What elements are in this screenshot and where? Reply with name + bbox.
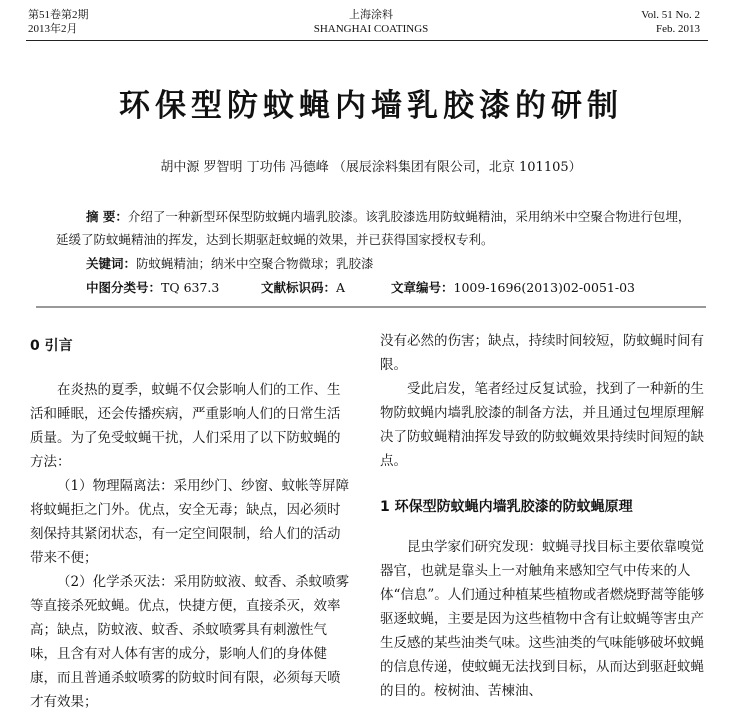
doc-code-label: 文献标识码： [261, 280, 337, 295]
journal-name [0, 8, 742, 36]
paper-title: 环保型防蚊蝇内墙乳胶漆的研制 [119, 88, 623, 124]
volume-issue: 第51卷第2期 [28, 9, 89, 21]
section-0-heading: 0 引言 [30, 338, 73, 354]
journal-volume-en [641, 8, 700, 36]
section-1-heading: 1 环保型防蚊蝇内墙乳胶漆的防蚊蝇原理 [380, 499, 633, 515]
abstract-label: 摘 要： [86, 209, 128, 224]
clc-label: 中图分类号： [86, 280, 162, 295]
intro-paragraph-1: 在炎热的夏季，蚊蝇不仅会影响人们的工作、生活和睡眠，还会传播疾病，严重影响人们的日常生活质量。为了免受蚊蝇干扰，人们采用了以下防蚊蝇的方法： [30, 382, 341, 470]
date-en: Feb. 2013 [656, 23, 700, 35]
volume-no-en: Vol. 51 No. 2 [641, 9, 700, 21]
doc-code-value: A [336, 280, 346, 295]
intro-paragraph-3: （2）化学杀灭法：采用防蚊液、蚊香、杀蚊喷雾等直接杀死蚊蝇。优点，快捷方便，直接杀灭，效率高；缺点，防蚊液、蚊香、杀蚊喷雾具有刺激性气味，且含有对人体有害的成分，影响人们的身体健康，而且普通杀蚊喷雾的防蚊时间有限，必须每天喷才有效果； [30, 574, 350, 710]
header-rule [26, 40, 708, 41]
clc-value: TQ 637.3 [161, 280, 220, 295]
classification-line [86, 276, 706, 299]
abstract-text: 介绍了一种新型环保型防蚊蝇内墙乳胶漆。该乳胶漆选用防蚊蝇精油，采用纳米中空聚合物进行包埋，延缓了防蚊蝇精油的挥发，达到长期驱赶蚊蝇的效果，并已获得国家授权专利。 [56, 209, 691, 247]
keywords [86, 252, 726, 275]
journal-name-en: SHANGHAI COATINGS [313, 23, 429, 35]
issue-date: 2013年2月 [28, 23, 78, 35]
continued-paragraph: 没有必然的伤害；缺点，持续时间较短，防蚊蝇时间有限。 [380, 333, 704, 373]
motivation-paragraph: 受此启发，笔者经过反复试验，找到了一种新的生物防蚊蝇内墙乳胶漆的制备方法，并且通过包埋原理解决了防蚊蝇精油挥发导致的防蚊蝇效果持续时间短的缺点。 [380, 381, 704, 469]
keywords-label: 关键词： [86, 256, 137, 271]
principle-paragraph: 昆虫学家们研究发现：蚊蝇寻找目标主要依靠嗅觉器官，也就是靠头上一对触角来感知空气中传来的人体“信息”。人们通过种植某些植物或者燃烧野蒿等能够驱逐蚊蝇，主要是因为这些植物中含有让蚊蝇等害虫产生反感的某些油类气味。这些油类的气味能够破坏蚊蝇的信息传递，使蚊蝇无法找到目标，从而达到驱赶蚊蝇的目的。桉树油、苦楝油、 [380, 539, 705, 699]
article-no-label: 文章编号： [391, 280, 454, 295]
abstract [56, 205, 696, 251]
authors-affiliation: 胡中源 罗智明 丁功伟 冯德峰 （展辰涂料集团有限公司，北京 101105） [160, 160, 582, 175]
article-no-value: 1009-1696(2013)02-0051-03 [453, 280, 635, 295]
abstract-rule [36, 306, 706, 308]
left-column [30, 334, 350, 714]
keywords-text: 防蚊蝇精油；纳米中空聚合物微球；乳胶漆 [136, 256, 374, 271]
intro-paragraph-2: （1）物理隔离法：采用纱门、纱窗、蚊帐等屏障将蚊蝇拒之门外。优点，安全无毒；缺点，因必须时刻保持其紧闭状态，有一定空间限制，给人们的活动带来不便； [30, 478, 350, 566]
journal-name-cn: 上海涂料 [349, 9, 393, 21]
right-column [380, 329, 705, 703]
